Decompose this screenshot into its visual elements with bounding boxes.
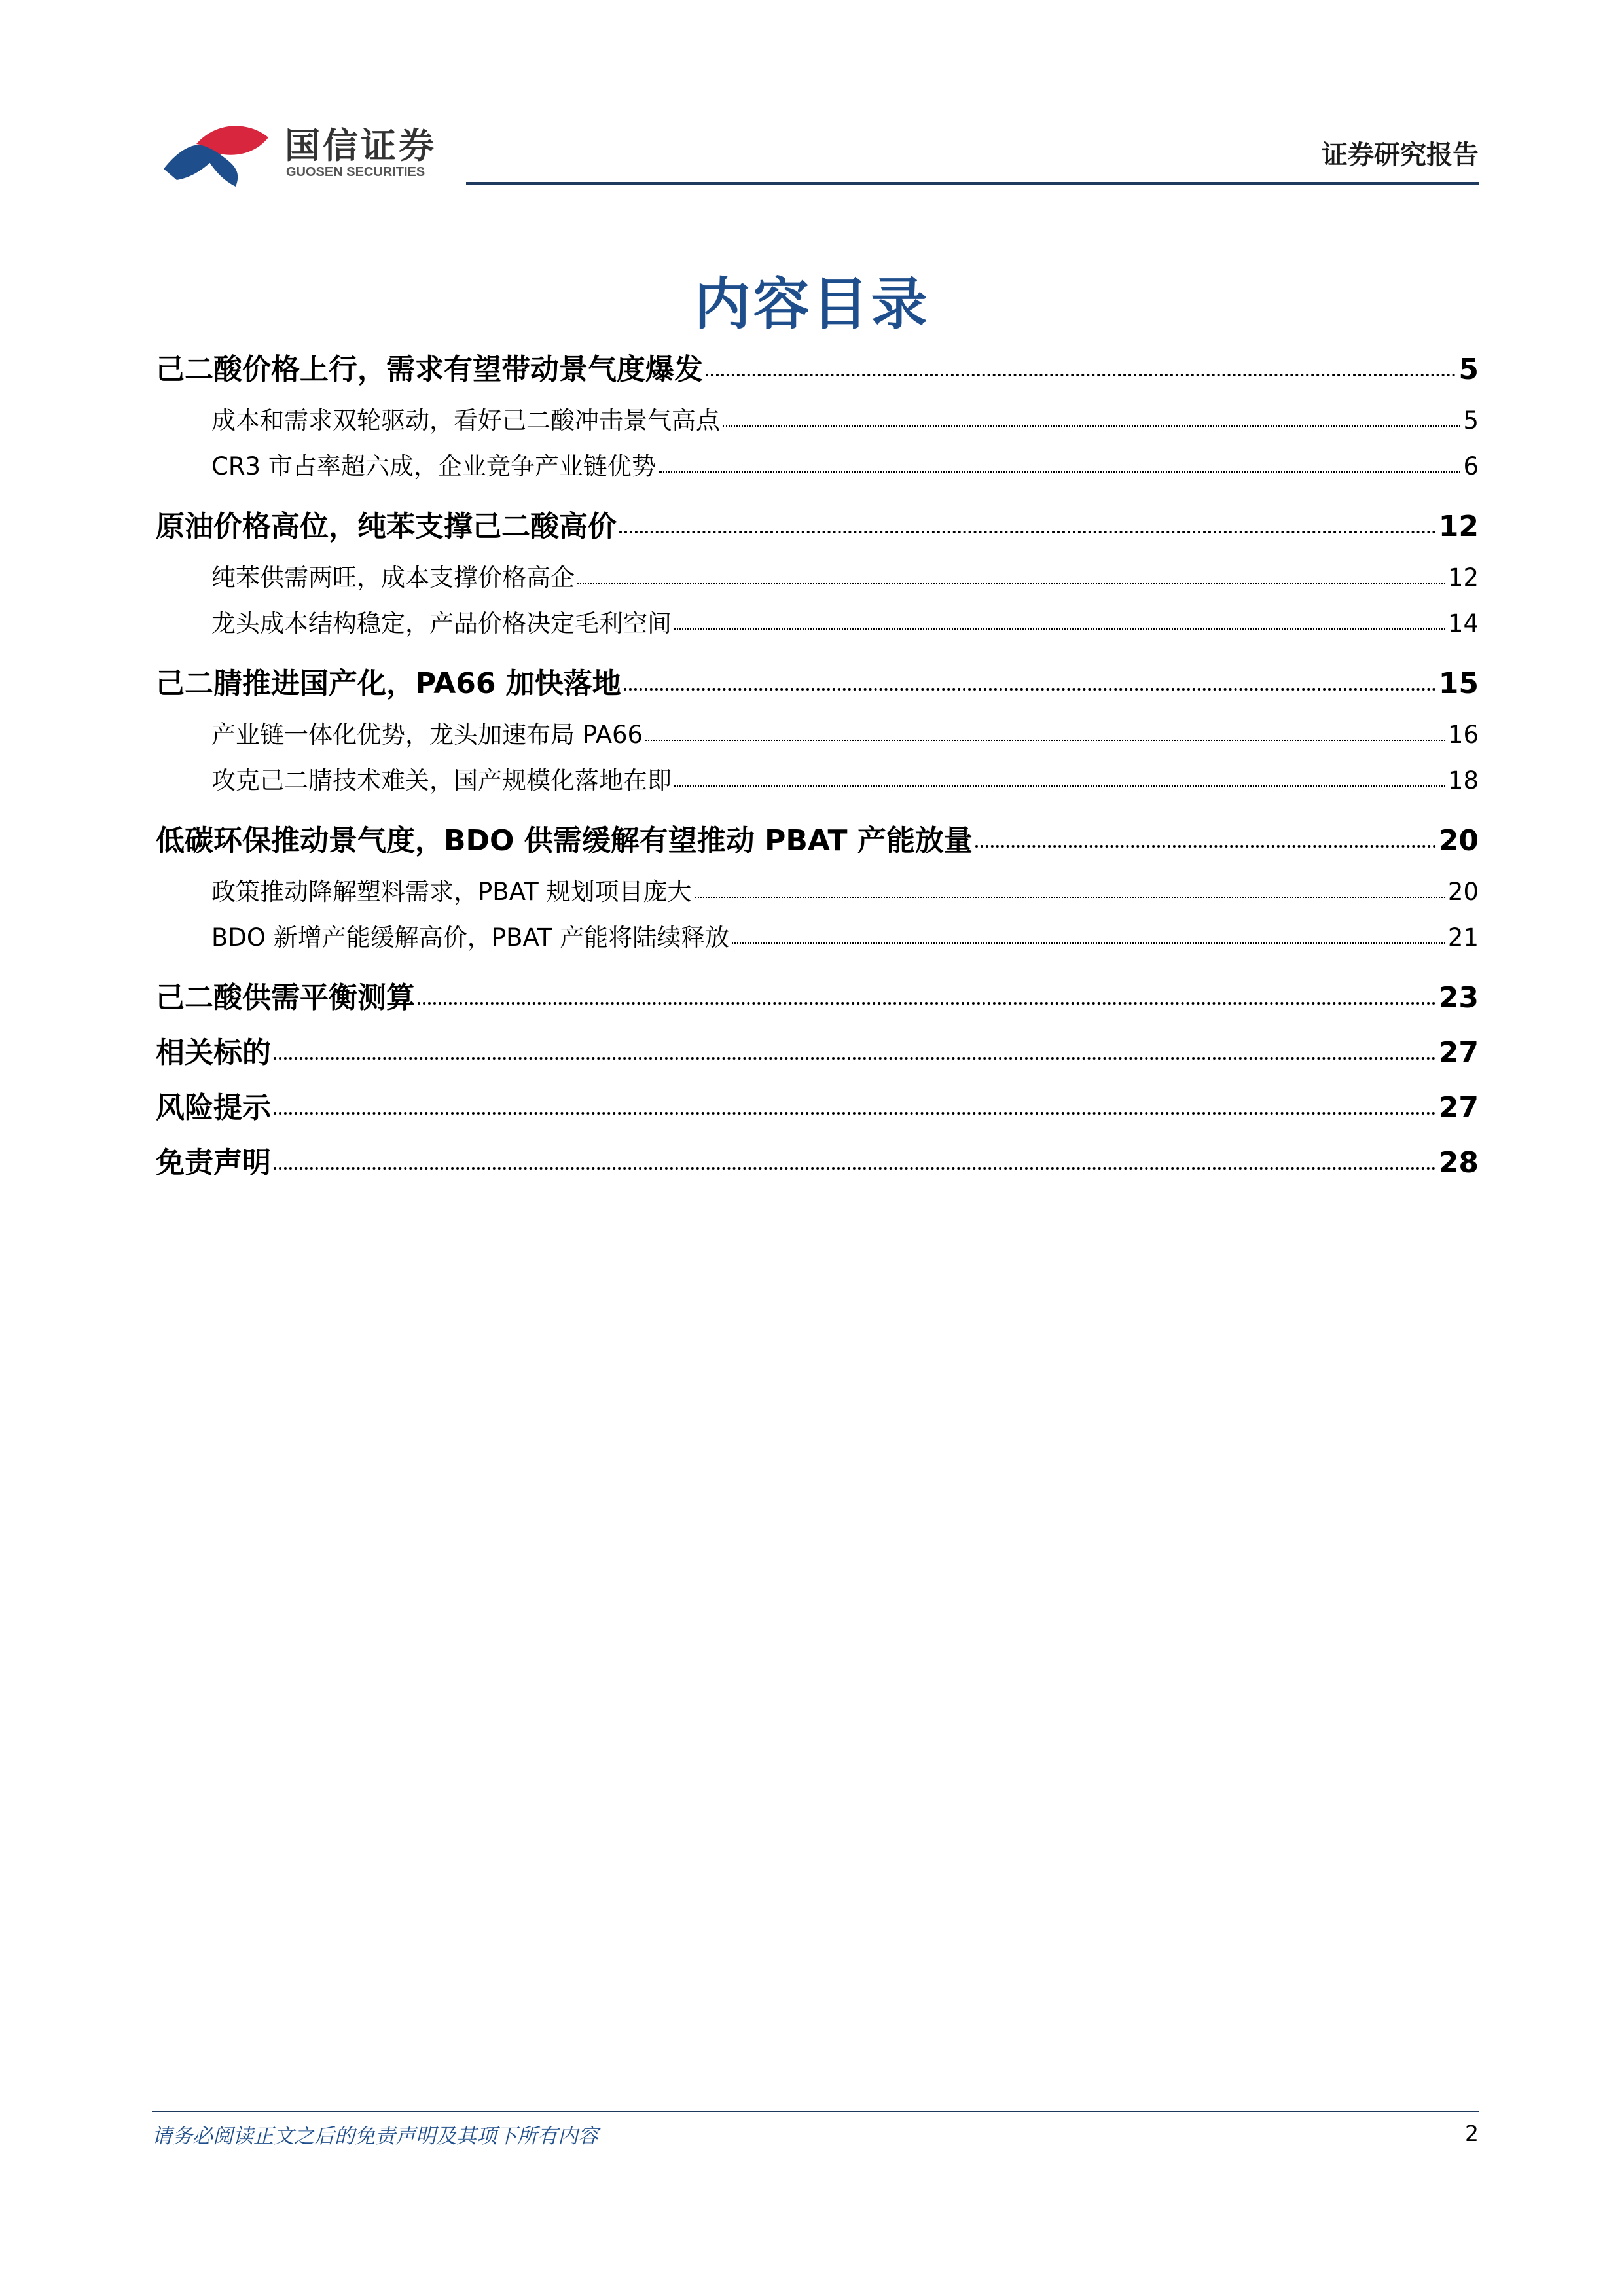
toc-entry-label: 风险提示: [156, 1091, 271, 1124]
toc-entry-label: 原油价格高位，纯苯支撑己二酸高价: [156, 510, 617, 543]
toc-entry-section[interactable]: [156, 974, 1479, 1029]
toc-entry-section[interactable]: [156, 1139, 1479, 1194]
toc-entry-section[interactable]: [156, 1029, 1479, 1084]
toc-entry-page: 14: [1447, 609, 1479, 637]
footer-divider: [152, 2111, 1479, 2112]
toc-entry-page: 27: [1438, 1036, 1479, 1069]
dot-leader: [619, 531, 1436, 533]
logo-chinese-name: 国信证券: [285, 125, 437, 166]
toc-entry-label: 成本和需求双轮驱动，看好己二酸冲击景气高点: [211, 406, 720, 435]
toc-entry-label: 免责声明: [156, 1146, 271, 1179]
toc-entry-page: 20: [1447, 878, 1479, 906]
guosen-logo-icon: [157, 118, 275, 190]
toc-entry-page: 15: [1438, 667, 1479, 700]
toc-title: 内容目录: [694, 272, 930, 337]
toc-entry-section[interactable]: [156, 346, 1479, 401]
toc-entry-subsection[interactable]: [156, 761, 1479, 817]
dot-leader: [645, 740, 1445, 741]
toc-entry-section[interactable]: [156, 503, 1479, 558]
toc-entry-subsection[interactable]: [156, 715, 1479, 761]
footer-disclaimer-note: 请务必阅读正文之后的免责声明及其项下所有内容: [152, 2125, 598, 2148]
header-divider: [466, 182, 1479, 185]
toc-entry-label: 纯苯供需两旺，成本支撑价格高企: [211, 564, 575, 592]
dot-leader: [274, 1112, 1436, 1115]
dot-leader: [674, 628, 1445, 630]
toc-entry-subsection[interactable]: [156, 446, 1479, 503]
toc-entry-page: 16: [1447, 721, 1479, 749]
dot-leader: [659, 471, 1461, 473]
logo-english-name: GUOSEN SECURITIES: [286, 165, 425, 179]
toc-entry-page: 12: [1438, 510, 1479, 543]
toc-entry-page: 18: [1447, 766, 1479, 795]
dot-leader: [624, 688, 1436, 691]
toc-entry-label: 己二酸供需平衡测算: [156, 981, 415, 1014]
toc-entry-subsection[interactable]: [156, 872, 1479, 918]
toc-entry-subsection[interactable]: [156, 401, 1479, 446]
toc-entry-page: 6: [1463, 452, 1479, 480]
dot-leader: [274, 1167, 1436, 1170]
toc-entry-subsection[interactable]: [156, 603, 1479, 660]
report-type-label: 证券研究报告: [1322, 140, 1479, 170]
dot-leader: [674, 785, 1445, 787]
toc-entry-label: BDO 新增产能缓解高价，PBAT 产能将陆续释放: [211, 924, 730, 952]
toc-entry-label: 产业链一体化优势，龙头加速布局 PA66: [211, 721, 643, 749]
page-number: 2: [1465, 2121, 1479, 2146]
toc-entry-section[interactable]: [156, 660, 1479, 715]
dot-leader: [975, 845, 1436, 848]
toc-entry-page: 27: [1438, 1091, 1479, 1124]
toc-entry-subsection[interactable]: [156, 558, 1479, 603]
dot-leader: [732, 942, 1445, 944]
toc-entry-label: 己二酸价格上行，需求有望带动景气度爆发: [156, 353, 703, 386]
dot-leader: [723, 425, 1460, 427]
dot-leader: [706, 374, 1456, 376]
toc-entry-page: 5: [1463, 406, 1479, 435]
toc-entry-label: 政策推动降解塑料需求，PBAT 规划项目庞大: [211, 878, 692, 906]
toc-entry-label: CR3 市占率超六成，企业竞争产业链优势: [211, 452, 656, 480]
dot-leader: [577, 583, 1445, 584]
guosen-logo: [157, 118, 445, 190]
dot-leader: [695, 897, 1445, 898]
toc-entry-label: 低碳环保推动景气度，BDO 供需缓解有望推动 PBAT 产能放量: [156, 824, 973, 857]
dot-leader: [274, 1057, 1436, 1060]
toc-entry-page: 23: [1438, 981, 1479, 1014]
toc-entry-page: 12: [1447, 564, 1479, 592]
toc-entry-page: 5: [1458, 353, 1479, 386]
toc-entry-section[interactable]: [156, 817, 1479, 872]
toc-entry-label: 己二腈推进国产化，PA66 加快落地: [156, 667, 621, 700]
table-of-contents: [156, 346, 1479, 1194]
toc-entry-page: 21: [1447, 924, 1479, 952]
toc-entry-label: 龙头成本结构稳定，产品价格决定毛利空间: [211, 609, 672, 637]
toc-entry-section[interactable]: [156, 1084, 1479, 1139]
toc-entry-subsection[interactable]: [156, 918, 1479, 974]
toc-entry-page: 28: [1438, 1146, 1479, 1179]
toc-entry-label: 相关标的: [156, 1036, 271, 1069]
toc-entry-label: 攻克己二腈技术难关，国产规模化落地在即: [211, 766, 672, 795]
dot-leader: [418, 1002, 1436, 1005]
toc-entry-page: 20: [1438, 824, 1479, 857]
